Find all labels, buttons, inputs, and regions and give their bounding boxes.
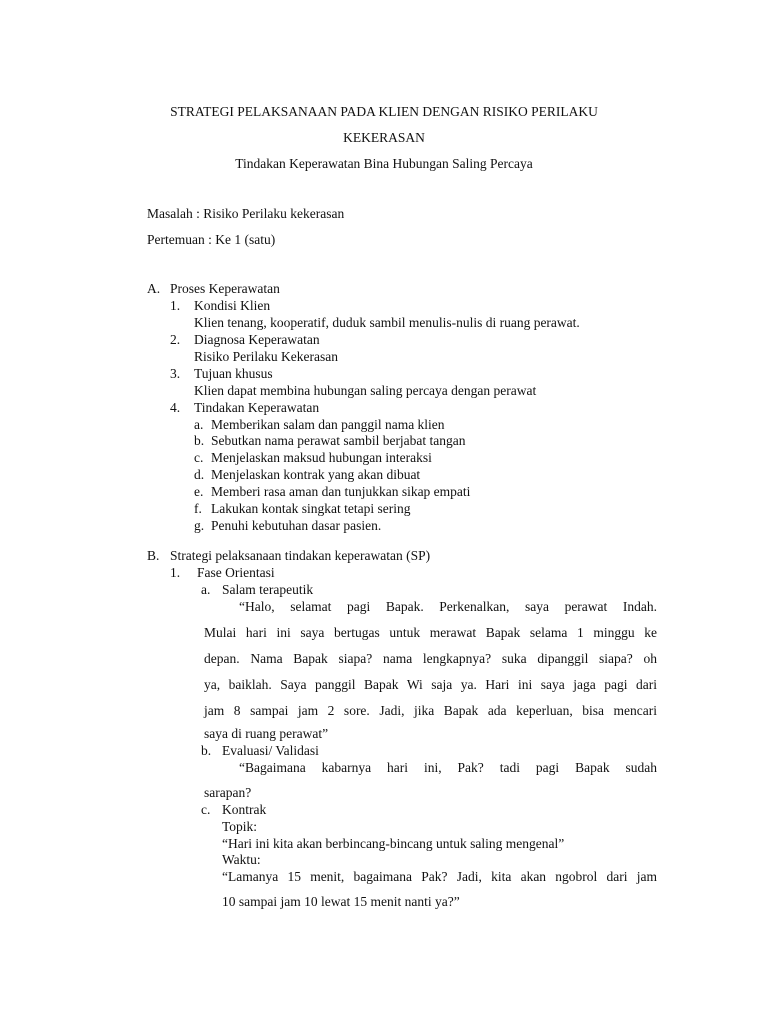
action-letter: d. xyxy=(194,467,205,482)
phase-number: 1. xyxy=(170,565,181,580)
section-b-heading: Strategi pelaksanaan tindakan keperawatan (SP) xyxy=(170,548,431,563)
quote-line: “Lamanya 15 menit, bagaimana Pak? Jadi, kita akan ngobrol dari jam xyxy=(222,869,657,884)
document-title-continued: KEKERASAN xyxy=(343,130,425,145)
topik-text: “Hari ini kita akan berbincang-bincang untuk saling mengenal” xyxy=(222,836,565,851)
phase-label: Fase Orientasi xyxy=(197,565,275,580)
subitem-label: Evaluasi/ Validasi xyxy=(222,743,319,758)
action-letter: b. xyxy=(194,433,205,448)
section-a-marker: A. xyxy=(147,281,161,296)
quote-line: 10 sampai jam 10 lewat 15 menit nanti ya?” xyxy=(222,894,460,909)
quote-line: “Bagaimana kabarnya hari ini, Pak? tadi pagi Bapak sudah xyxy=(239,760,657,775)
action-letter: a. xyxy=(194,417,204,432)
document-subtitle: Tindakan Keperawatan Bina Hubungan Saling Percaya xyxy=(235,156,533,171)
quote-line: Mulai hari ini saya bertugas untuk merawat Bapak selama 1 minggu ke xyxy=(204,625,657,640)
section-b-marker: B. xyxy=(147,548,160,563)
action-text: Memberikan salam dan panggil nama klien xyxy=(211,417,445,432)
quote-line: depan. Nama Bapak siapa? nama lengkapnya? suka dipanggil siapa? oh xyxy=(204,651,657,666)
quote-line: sarapan? xyxy=(204,785,252,800)
item-detail: Klien tenang, kooperatif, duduk sambil menulis-nulis di ruang perawat. xyxy=(194,315,580,330)
item-detail: Klien dapat membina hubungan saling percaya dengan perawat xyxy=(194,383,537,398)
quote-line: saya di ruang perawat” xyxy=(204,726,329,741)
section-a-heading: Proses Keperawatan xyxy=(170,281,280,296)
action-letter: g. xyxy=(194,518,205,533)
topik-label: Topik: xyxy=(222,819,258,834)
item-number: 4. xyxy=(170,400,181,415)
item-number: 2. xyxy=(170,332,181,347)
action-text: Sebutkan nama perawat sambil berjabat tangan xyxy=(211,433,466,448)
subitem-label: Kontrak xyxy=(222,802,267,817)
item-label: Tujuan khusus xyxy=(194,366,273,381)
action-letter: c. xyxy=(194,450,204,465)
action-text: Memberi rasa aman dan tunjukkan sikap empati xyxy=(211,484,471,499)
item-number: 3. xyxy=(170,366,181,381)
item-number: 1. xyxy=(170,298,181,313)
subitem-label: Salam terapeutik xyxy=(222,582,314,597)
subitem-letter: a. xyxy=(201,582,211,597)
action-text: Penuhi kebutuhan dasar pasien. xyxy=(211,518,382,533)
item-label: Kondisi Klien xyxy=(194,298,271,313)
pertemuan-line: Pertemuan : Ke 1 (satu) xyxy=(147,232,276,247)
document-title: STRATEGI PELAKSANAAN PADA KLIEN DENGAN RISIKO PERILAKU xyxy=(170,104,598,119)
item-label: Diagnosa Keperawatan xyxy=(194,332,320,347)
action-letter: e. xyxy=(194,484,204,499)
item-label: Tindakan Keperawatan xyxy=(194,400,320,415)
item-detail: Risiko Perilaku Kekerasan xyxy=(194,349,338,364)
quote-line: “Halo, selamat pagi Bapak. Perkenalkan, saya perawat Indah. xyxy=(239,599,657,614)
action-letter: f. xyxy=(194,501,202,516)
waktu-label: Waktu: xyxy=(222,852,261,867)
masalah-line: Masalah : Risiko Perilaku kekerasan xyxy=(147,206,345,221)
subitem-letter: b. xyxy=(201,743,212,758)
action-text: Menjelaskan maksud hubungan interaksi xyxy=(211,450,432,465)
subitem-letter: c. xyxy=(201,802,211,817)
quote-line: ya, baiklah. Saya panggil Bapak Wi saja ya. Hari ini saya jaga pagi dari xyxy=(204,677,657,692)
action-text: Lakukan kontak singkat tetapi sering xyxy=(211,501,411,516)
quote-line: jam 8 sampai jam 2 sore. Jadi, jika Bapak ada keperluan, bisa mencari xyxy=(204,703,657,718)
action-text: Menjelaskan kontrak yang akan dibuat xyxy=(211,467,421,482)
